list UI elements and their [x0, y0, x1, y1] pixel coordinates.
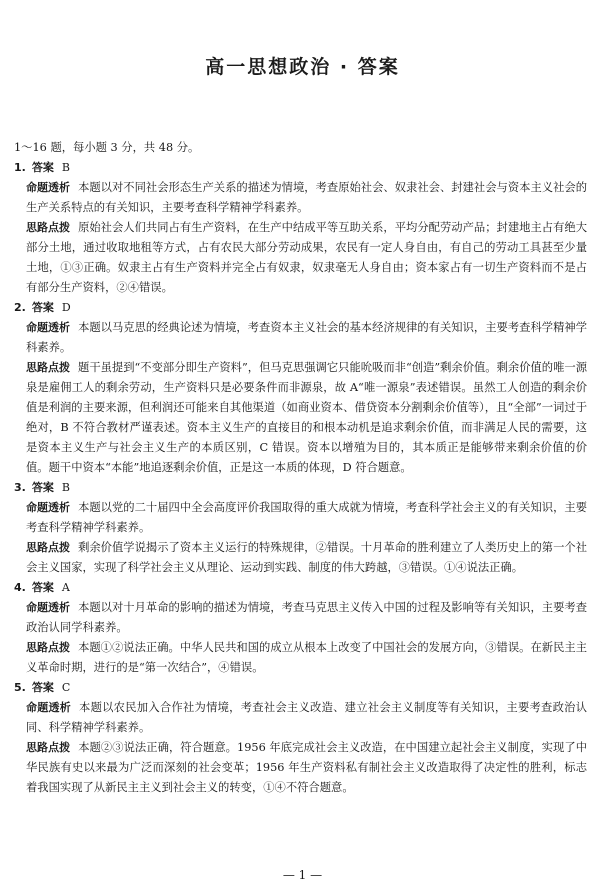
- answer-label: 答案: [31, 581, 54, 594]
- question-list: [14, 158, 587, 798]
- question-number: 3.: [14, 481, 26, 494]
- analysis-paragraph: [14, 178, 587, 218]
- analysis-label: 命题透析: [26, 601, 71, 614]
- answer-label: 答案: [31, 161, 54, 174]
- answer-label: 答案: [31, 301, 54, 314]
- answer-label: 答案: [31, 681, 54, 694]
- question-block: [14, 478, 587, 578]
- hint-text: 本题②③说法正确，符合题意。1956 年底完成社会主义改造，在中国建立起社会主义制度，实现了中华民族有史以来最为广泛而深刻的社会变革；1956 年生产资料私有制社会主义改造取得了决定性的胜利，标志着我国实现了从新民主主义到社会主义的转变，①④不符合题意。: [26, 741, 588, 794]
- analysis-label: 命题透析: [26, 181, 71, 194]
- question-answer-line: [14, 478, 587, 498]
- analysis-text: 本题以对不同社会形态生产关系的描述为情境，考查原始社会、奴隶社会、封建社会与资本主义社会的生产关系特点的有关知识，主要考查科学精神学科素养。: [26, 181, 587, 214]
- answer-letter: B: [61, 481, 70, 494]
- hint-label: 思路点拨: [26, 641, 71, 654]
- hint-label: 思路点拨: [26, 741, 71, 754]
- question-answer-line: [14, 158, 587, 178]
- answer-letter: D: [61, 301, 71, 314]
- page-number: — 1 —: [282, 868, 323, 882]
- question-block: [14, 678, 587, 798]
- question-block: [14, 298, 587, 478]
- answer-label: 答案: [31, 481, 54, 494]
- question-number: 1.: [14, 161, 26, 174]
- answer-letter: A: [61, 581, 70, 594]
- analysis-paragraph: [14, 698, 587, 738]
- hint-paragraph: [14, 218, 587, 298]
- answer-letter: B: [61, 161, 70, 174]
- analysis-text: 本题以马克思的经典论述为情境，考查资本主义社会的基本经济规律的有关知识，主要考查科学精神学科素养。: [26, 321, 587, 354]
- question-number: 2.: [14, 301, 26, 314]
- question-answer-line: [14, 298, 587, 318]
- hint-label: 思路点拨: [26, 361, 71, 374]
- question-block: [14, 158, 587, 298]
- hint-label: 思路点拨: [26, 541, 71, 554]
- analysis-text: 本题以对十月革命的影响的描述为情境，考查马克思主义传入中国的过程及影响等有关知识，主要考查政治认同学科素养。: [26, 601, 587, 634]
- question-answer-line: [14, 678, 587, 698]
- intro-line: 1～16 题，每小题 3 分，共 48 分。: [14, 141, 200, 154]
- question-number: 5.: [14, 681, 26, 694]
- answer-content: [14, 138, 587, 798]
- hint-paragraph: [14, 358, 587, 478]
- hint-text: 本题①②说法正确。中华人民共和国的成立从根本上改变了中国社会的发展方向，③错误。在新民主主义革命时期，进行的是“第一次结合”，④错误。: [26, 641, 587, 674]
- analysis-text: 本题以党的二十届四中全会高度评价我国取得的重大成就为情境，考查科学社会主义的有关知识，主要考查科学精神学科素养。: [26, 501, 587, 534]
- analysis-label: 命题透析: [26, 501, 71, 514]
- hint-text: 剩余价值学说揭示了资本主义运行的特殊规律，②错误。十月革命的胜利建立了人类历史上的第一个社会主义国家，实现了科学社会主义从理论、运动到实践、制度的伟大跨越，③错误。①④说法正确。: [26, 541, 587, 574]
- analysis-paragraph: [14, 318, 587, 358]
- analysis-paragraph: [14, 598, 587, 638]
- hint-text: 原始社会人们共同占有生产资料，在生产中结成平等互助关系，平均分配劳动产品；封建地主占有绝大部分土地，通过收取地租等方式，占有农民大部分劳动成果，农民有一定人身自由，有自己的劳动工具甚至少量土地，①③正确。奴隶主占有生产资料并完全占有奴隶，奴隶毫无人身自由；资本家占有一切生产资料而不是占有部分生产资料，②④错误。: [26, 221, 587, 294]
- hint-paragraph: [14, 738, 587, 798]
- analysis-label: 命题透析: [26, 701, 72, 714]
- question-number: 4.: [14, 581, 26, 594]
- analysis-paragraph: [14, 498, 587, 538]
- question-answer-line: [14, 578, 587, 598]
- hint-paragraph: [14, 638, 587, 678]
- answer-letter: C: [61, 681, 71, 694]
- analysis-text: 本题以农民加入合作社为情境，考查社会主义改造、建立社会主义制度等有关知识，主要考查政治认同、科学精神学科素养。: [26, 701, 587, 734]
- hint-label: 思路点拨: [26, 221, 71, 234]
- hint-text: 题干虽提到“不变部分即生产资料”，但马克思强调它只能吮吸而非“创造”剩余价值。剩余价值的唯一源泉是雇佣工人的剩余劳动，生产资料只是必要条件而非源泉，故 A“唯一源泉”表述错误。虽然工人创造的剩余价值是利润的主要来源，但利润还可能来自其他渠道（如商业资本、借贷资本分割剩余价值等），且“全部”一词过于绝对，B 不符合教材严谨表述。资本主义生产的直接目的和根本动机是追求剩余价值，而非满足人民的需要，这是资本主义生产与社会主义生产的本质区别，C 错误。资本以增殖为目的，其本质正是能够带来剩余价值的价值。题干中资本“本能”地追逐剩余价值，正是这一本质的体现，D 符合题意。: [26, 361, 588, 474]
- page-title: 高一思想政治 · 答案: [205, 56, 400, 78]
- question-block: [14, 578, 587, 678]
- analysis-label: 命题透析: [26, 321, 71, 334]
- hint-paragraph: [14, 538, 587, 578]
